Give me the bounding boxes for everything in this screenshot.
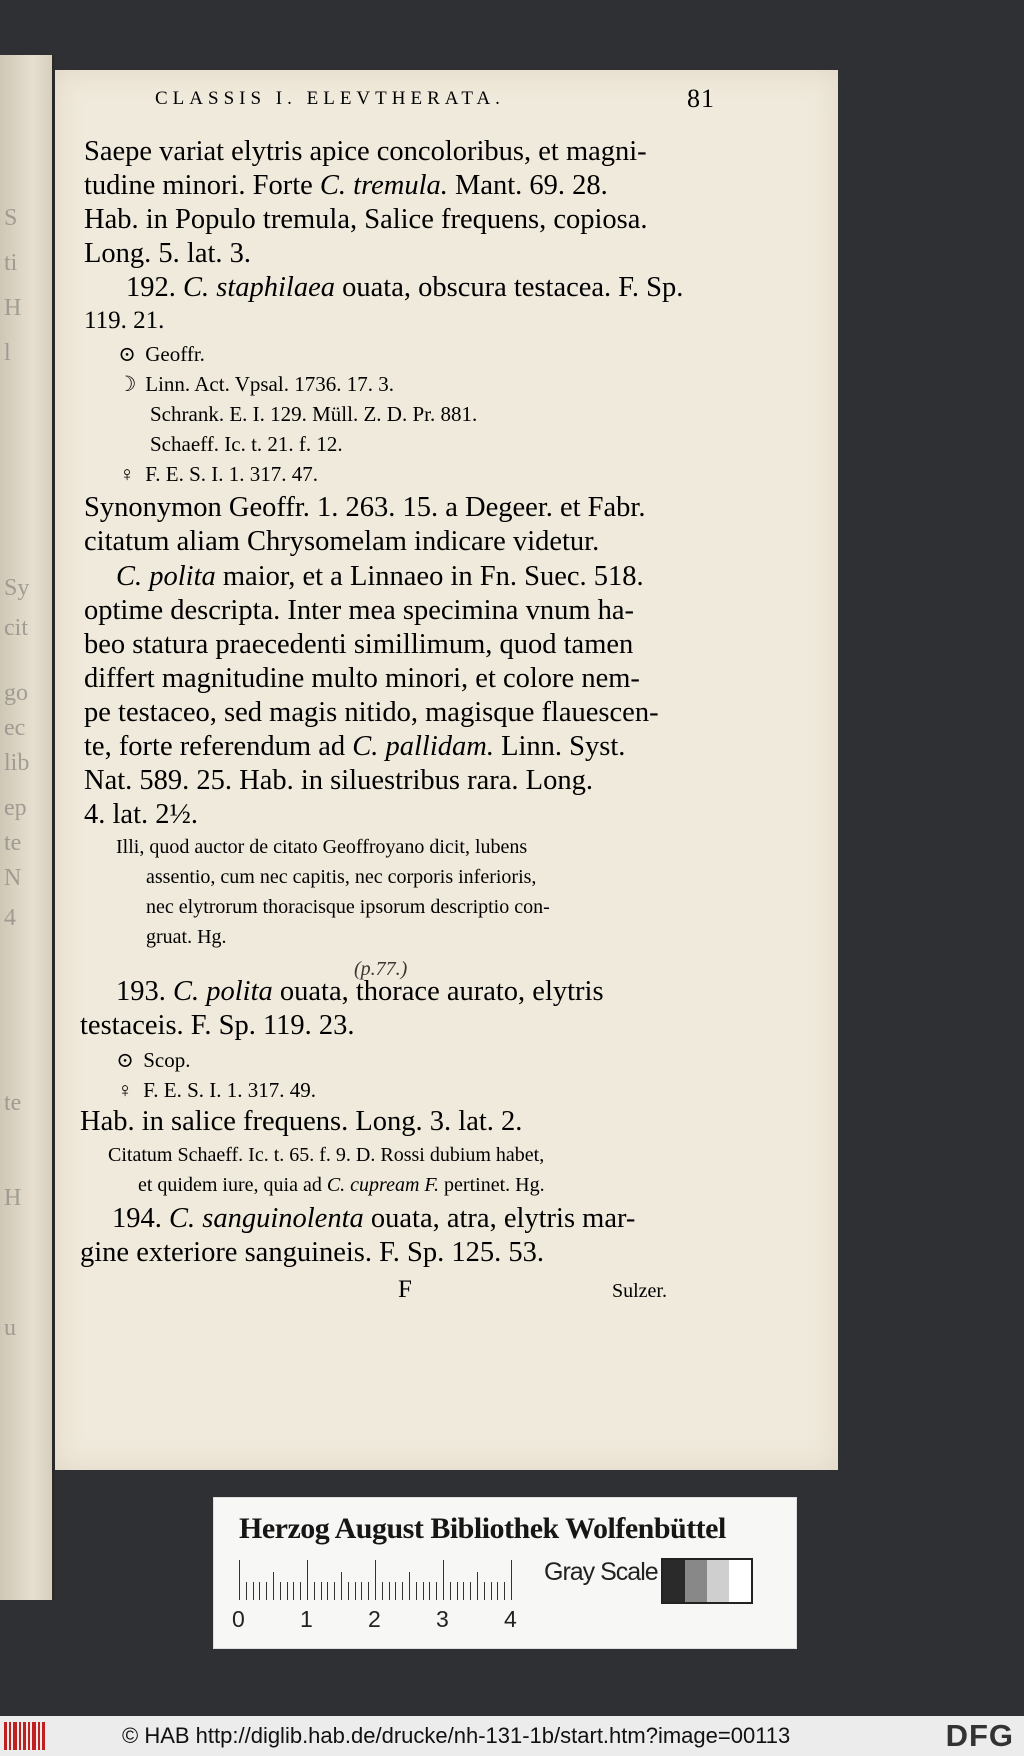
handwritten-note: (p.77.) — [354, 958, 408, 980]
library-name: Herzog August Bibliothek Wolfenbüttel — [239, 1512, 726, 1545]
ruler-tick — [341, 1572, 342, 1600]
copyright-url: © HAB http://diglib.hab.de/drucke/nh-131-1b/start.htm?image=00113 — [122, 1723, 791, 1748]
ruler-tick — [327, 1582, 328, 1600]
text-line: Nat. 589. 25. Hab. in siluestribus rara. Long. — [84, 765, 593, 796]
text-line: C. polita maior, et a Linnaeo in Fn. Suec. 518. — [116, 561, 644, 592]
ruler-tick — [368, 1582, 369, 1600]
text-line: testaceis. F. Sp. 119. 23. — [80, 1010, 355, 1041]
moon-symbol-icon: ☽ — [117, 372, 137, 396]
text-line: gine exteriore sanguineis. F. Sp. 125. 53. — [80, 1237, 544, 1268]
ruler-tick — [463, 1582, 464, 1600]
text-line: Hab. in Populo tremula, Salice frequens, copiosa. — [84, 204, 648, 235]
gray-swatch — [707, 1560, 729, 1602]
gray-scale-swatch — [661, 1558, 753, 1604]
text-line: Saepe variat elytris apice concoloribus, et magni- — [84, 136, 647, 167]
ruler-labels — [232, 1606, 552, 1632]
ruler-tick — [293, 1582, 294, 1600]
ruler-tick — [355, 1582, 356, 1600]
text-line: 119. 21. — [84, 307, 165, 334]
ruler-tick — [484, 1582, 485, 1600]
barcode-icon — [4, 1722, 46, 1750]
text-line: pe testaceo, sed magis nitido, magisque flauescen- — [84, 697, 659, 728]
text-line: 4. lat. 2½. — [84, 799, 198, 830]
reference-line: ♀ F. E. S. I. 1. 317. 49. — [112, 1078, 316, 1103]
ruler-tick — [266, 1582, 267, 1600]
ruler-tick — [477, 1572, 478, 1600]
species-entry-194: 194. C. sanguinolenta ouata, atra, elytris mar- — [112, 1203, 636, 1234]
dfg-logo: DFG — [945, 1718, 1014, 1753]
gray-swatch — [729, 1560, 751, 1602]
ruler-tick — [389, 1582, 390, 1600]
reference-line: ♀ F. E. S. I. 1. 317. 47. — [114, 462, 318, 487]
ruler-tick — [246, 1582, 247, 1600]
reference-line: ☽ Linn. Act. Vpsal. 1736. 17. 3. — [114, 372, 394, 397]
text-line: Synonymon Geoffr. 1. 263. 15. a Degeer. et Fabr. — [84, 492, 646, 523]
text-line: differt magnitudine multo minori, et colore nem- — [84, 663, 640, 694]
footnote-line: Citatum Schaeff. Ic. t. 65. f. 9. D. Rossi dubium habet, — [108, 1144, 545, 1166]
catchword: Sulzer. — [612, 1280, 667, 1302]
ruler-tick — [239, 1560, 240, 1600]
ruler-tick — [259, 1582, 260, 1600]
ruler-tick — [504, 1582, 505, 1600]
text-line: optime descripta. Inter mea specimina vnum ha- — [84, 595, 635, 626]
text-line: Hab. in salice frequens. Long. 3. lat. 2. — [80, 1106, 523, 1137]
gray-swatch — [663, 1560, 685, 1602]
sun-symbol-icon: ⊙ — [116, 1048, 134, 1072]
species-entry-192: 192. C. staphilaea ouata, obscura testacea. F. Sp. — [126, 272, 684, 303]
reference-line: Schaeff. Ic. t. 21. f. 12. — [150, 432, 343, 456]
ruler-tick — [429, 1582, 430, 1600]
ruler-tick — [280, 1582, 281, 1600]
footnote-line: et quidem iure, quia ad C. cupream F. pertinet. Hg. — [138, 1174, 545, 1196]
ruler-tick — [457, 1582, 458, 1600]
reference-line: Schrank. E. I. 129. Müll. Z. D. Pr. 881. — [150, 402, 478, 426]
gray-swatch — [685, 1560, 707, 1602]
ruler-tick — [402, 1582, 403, 1600]
ruler-label: 1 — [300, 1606, 313, 1632]
species-entry-193: 193. C. polita ouata, thorace aurato, elytris — [116, 976, 604, 1007]
ruler-tick — [416, 1582, 417, 1600]
text-line: citatum aliam Chrysomelam indicare videtur. — [84, 526, 600, 557]
ruler-tick — [491, 1582, 492, 1600]
ruler-tick — [409, 1572, 410, 1600]
sun-symbol-icon: ⊙ — [118, 342, 136, 366]
text-line: Long. 5. lat. 3. — [84, 238, 252, 269]
ruler-tick — [382, 1582, 383, 1600]
ruler-tick — [253, 1582, 254, 1600]
ruler-tick — [307, 1560, 308, 1600]
venus-symbol-icon: ♀ — [119, 462, 135, 486]
running-header — [155, 84, 715, 118]
ruler-tick — [348, 1582, 349, 1600]
ruler-tick — [273, 1572, 274, 1600]
footer-bar — [0, 1716, 1024, 1756]
ruler-tick — [375, 1560, 376, 1600]
ruler-label: 3 — [436, 1606, 449, 1632]
text-line: beo statura praecedenti simillimum, quod tamen — [84, 629, 634, 660]
ruler-label: 2 — [368, 1606, 381, 1632]
ruler-tick — [497, 1582, 498, 1600]
ruler-tick — [423, 1582, 424, 1600]
signature-mark: F — [398, 1276, 412, 1303]
ruler-tick — [443, 1560, 444, 1600]
ruler-tick — [300, 1582, 301, 1600]
ruler-tick — [314, 1582, 315, 1600]
library-color-card — [213, 1497, 797, 1649]
ruler-label: 4 — [504, 1606, 517, 1632]
reference-line: ⊙ Scop. — [112, 1048, 191, 1073]
text-line: tudine minori. Forte C. tremula. Mant. 69. 28. — [84, 170, 608, 201]
footnote-line: nec elytrorum thoracisque ipsorum descriptio con- — [146, 896, 550, 918]
text-line: te, forte referendum ad C. pallidam. Linn. Syst. — [84, 731, 626, 762]
reference-line: ⊙ Geoffr. — [114, 342, 205, 367]
ruler-tick — [321, 1582, 322, 1600]
ruler-tick — [436, 1582, 437, 1600]
running-title: CLASSIS I. ELEVTHERATA. — [155, 88, 505, 109]
footnote-line: assentio, cum nec capitis, nec corporis inferioris, — [146, 866, 537, 888]
footnote-line: Illi, quod auctor de citato Geoffroyano dicit, lubens — [116, 836, 528, 858]
ruler-tick — [361, 1582, 362, 1600]
ruler-tick — [450, 1582, 451, 1600]
ruler-label: 0 — [232, 1606, 245, 1632]
page-number: 81 — [687, 84, 715, 113]
ruler-tick — [395, 1582, 396, 1600]
ruler-tick — [287, 1582, 288, 1600]
venus-symbol-icon: ♀ — [117, 1078, 133, 1102]
ruler-tick — [511, 1560, 512, 1600]
ruler-tick — [334, 1582, 335, 1600]
gray-scale-label: Gray Scale — [544, 1558, 658, 1586]
ruler-tick — [470, 1582, 471, 1600]
adjacent-page-edge: S ti H l Sy cit go ec lib ep te N 4 te H u — [0, 55, 55, 1600]
footnote-line: gruat. Hg. — [146, 926, 227, 948]
